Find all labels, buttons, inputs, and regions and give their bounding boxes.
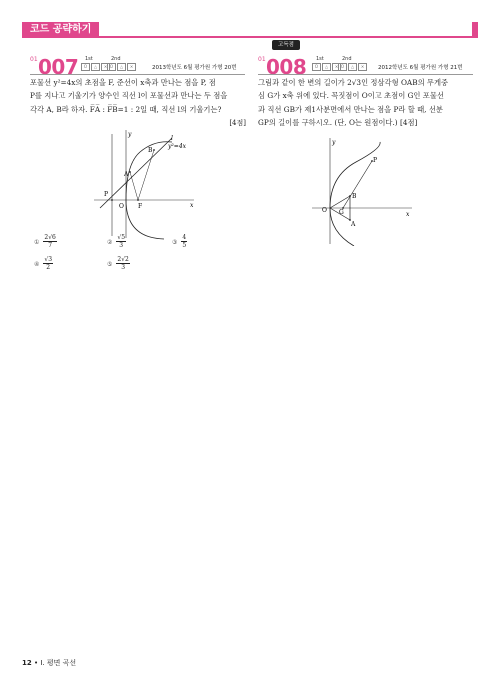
problem-line: 포물선 y²=4x의 초점을 F, 준선이 x축과 만나는 점을 P, 점 [30,78,216,87]
choice-5[interactable]: ⑤ $\frac{2√2}{3}$ [107,256,129,271]
high-score-badge: 고득점 [272,40,300,50]
problem-text [258,76,474,129]
header-divider [30,74,245,75]
check-correct-box[interactable]: O [81,63,90,71]
choice-2[interactable]: ② $\frac{√5}{3}$ [107,234,126,249]
second-try-label: 2nd [342,56,352,62]
check-partial-box[interactable]: △ [348,63,357,71]
choice-4[interactable]: ④ $\frac{√3}{2}$ [34,256,53,271]
header-divider [258,74,473,75]
check-wrong-box[interactable]: ✕ [332,63,341,71]
problem-line: 그림과 같이 한 변의 길이가 2√3인 정삼각형 OAB의 무게중 [258,78,449,87]
check-wrong-box[interactable]: ✕ [358,63,367,71]
parabola-figure [92,128,197,240]
point-g-label: G [339,209,344,216]
problem-source: 2013학년도 6월 평가원 가형 20번 [152,65,237,71]
point-b [153,149,155,151]
point-p-label: P [373,157,378,164]
x-axis-label: x [406,211,410,218]
problem-line: 심 G가 x축 위에 있다. 꼭짓점이 O이고 초점이 G인 포물선 [258,91,444,101]
check-correct-box[interactable]: O [107,63,116,71]
problem-source: 2012학년도 6월 평가원 가형 21번 [378,65,463,71]
problem-line: GP의 길이를 구하시오. (단, O는 원점이다.) [4점] [258,117,418,127]
point-b-label: B [352,193,357,200]
segment-fa [130,172,138,200]
segment-fb [138,150,154,200]
first-try-checkboxes[interactable] [81,63,110,71]
problem-code: 01 [30,56,38,63]
parabola-lower [126,200,164,239]
second-try-checkboxes[interactable] [338,63,367,71]
first-try-label: 1st [85,56,93,62]
choice-3[interactable]: ③ $\frac{4}{5}$ [172,234,187,249]
y-axis-label: y [332,139,336,146]
point-a-label: A [351,221,356,228]
check-partial-box[interactable]: △ [322,63,331,71]
point-b-label: B [148,147,153,154]
chapter-title: Ⅰ. 평면 곡선 [40,659,77,667]
point-a [129,171,131,173]
second-try-label: 2nd [111,56,121,62]
choice-1[interactable]: ① $\frac{2√6}{7}$ [34,234,56,249]
problem-line: 각각 A, B라 하자. F̅A̅ : F̅B̅=1 : 2일 때, 직선 l의 기울기는? [30,104,222,114]
origin-label: O [322,207,327,214]
check-wrong-box[interactable]: ✕ [101,63,110,71]
point-p-label: P [104,191,109,198]
check-wrong-box[interactable]: ✕ [127,63,136,71]
x-axis-label: x [190,202,194,209]
problem-line: 과 직선 GB가 제1사분면에서 만나는 점을 P라 할 때, 선분 [258,104,443,114]
point-a-label: A [124,171,129,178]
first-try-checkboxes[interactable] [312,63,341,71]
point-f [137,199,139,201]
footer-separator: • [33,659,39,667]
point-b [349,195,351,197]
page-footer [22,658,76,668]
header-rule-end [472,22,478,38]
check-correct-box[interactable]: O [338,63,347,71]
problem-code: 01 [258,56,266,63]
check-partial-box[interactable]: △ [91,63,100,71]
problem-points: [4점] [229,118,246,127]
page-number: 12 [22,659,32,667]
second-try-checkboxes[interactable] [107,63,136,71]
problem-number: 007 [38,55,79,79]
section-title: 코드 공략하기 [22,22,99,38]
origin-label: O [119,203,124,210]
line-l [100,138,172,208]
problem-text [30,76,246,130]
first-try-label: 1st [316,56,324,62]
point-p [111,199,113,201]
check-correct-box[interactable]: O [312,63,321,71]
check-partial-box[interactable]: △ [117,63,126,71]
problem-line: P를 지나고 기울기가 양수인 직선 l이 포물선과 만나는 두 점을 [30,91,228,101]
line-l-label: l [171,135,173,142]
y-axis-label: y [128,131,132,138]
triangle-parabola-figure [308,136,413,246]
point-f-label: F [138,203,143,210]
curve-label: y²=4x [168,143,187,150]
problem-number: 008 [266,55,307,79]
header-rule [22,36,478,38]
